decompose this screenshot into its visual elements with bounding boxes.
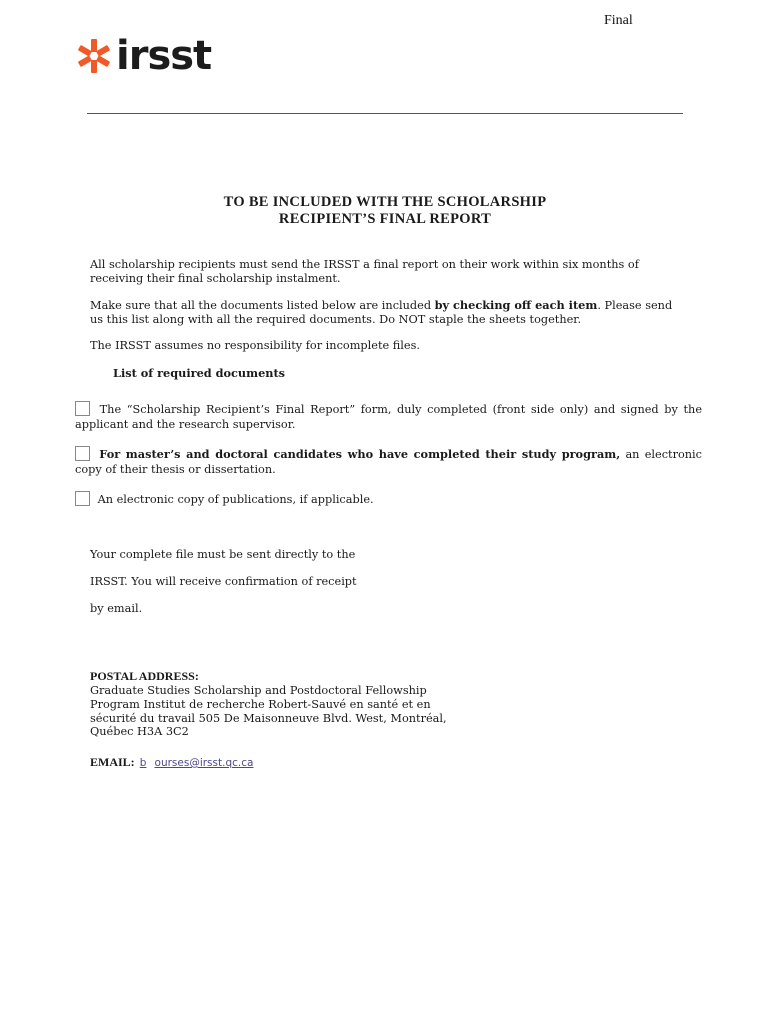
responsibility-text: The IRSST assumes no responsibility for incomplete files.	[90, 339, 420, 352]
postal-line-3: sécurité du travail 505 De Maisonneuve Blvd. West, Montréal,	[90, 711, 447, 725]
send-line-2: IRSST. You will receive confirmation of receipt	[90, 575, 357, 588]
email-link-start[interactable]: b	[139, 757, 147, 769]
check-paragraph	[90, 298, 700, 327]
item-2-text: an electronic copy of their thesis or dissertation.	[75, 448, 703, 476]
intro-line-1: All scholarship recipients must send the IRSST a final report on their work within six months of	[90, 258, 639, 271]
document-item-3	[75, 491, 702, 508]
checkbox-publications-copy[interactable]	[75, 491, 90, 506]
intro-paragraph	[90, 258, 700, 286]
intro-line-2: receiving their final scholarship instalment.	[90, 272, 341, 285]
check-line-1	[90, 298, 700, 313]
title-line-2: RECIPIENT’S FINAL REPORT	[278, 211, 492, 227]
email-label: EMAIL:	[90, 755, 135, 769]
item-2-bold: For master’s and doctoral candidates who have completed their study program,	[99, 447, 621, 461]
send-line-3: by email.	[90, 602, 143, 615]
header-divider	[87, 113, 683, 114]
checkbox-thesis-copy[interactable]	[75, 446, 90, 461]
document-item-2	[75, 446, 702, 477]
checkbox-report-form[interactable]	[75, 401, 90, 416]
document-item-1	[75, 401, 702, 432]
check-line-1-end: . Please send	[597, 299, 673, 312]
item-3-text: An electronic copy of publications, if applicable.	[97, 493, 374, 506]
postal-line-1: Graduate Studies Scholarship and Postdoctoral Fellowship	[90, 684, 427, 697]
list-heading: List of required documents	[113, 366, 286, 380]
logo-wordmark: irsst	[116, 33, 212, 79]
send-line-1: Your complete file must be sent directly to the	[90, 548, 356, 561]
postal-heading: POSTAL ADDRESS:	[90, 669, 199, 683]
item-1-text: The “Scholarship Recipient’s Final Report” form, duly completed (front side only) and signed by the applicant and the research supervisor.	[75, 403, 703, 431]
asterisk-logo-icon	[76, 38, 112, 74]
email-link[interactable]: ourses@irsst.qc.ca	[154, 757, 254, 769]
status-label: Final	[604, 13, 633, 28]
postal-line-4: Québec H3A 3C2	[90, 725, 189, 739]
check-line-2: us this list along with all the required documents. Do NOT staple the sheets together.	[90, 313, 582, 326]
postal-line-2: Program Institut de recherche Robert-Sauvé en santé et en	[90, 697, 431, 711]
title-line-1: TO BE INCLUDED WITH THE SCHOLARSHIP	[223, 194, 547, 210]
check-line-1-text: Make sure that all the documents listed below are included	[90, 299, 435, 312]
page-title	[0, 194, 770, 228]
irsst-logo	[76, 33, 212, 79]
email-row	[90, 751, 253, 770]
postal-address-block	[90, 669, 710, 739]
check-line-1-bold: by checking off each item	[434, 298, 598, 312]
